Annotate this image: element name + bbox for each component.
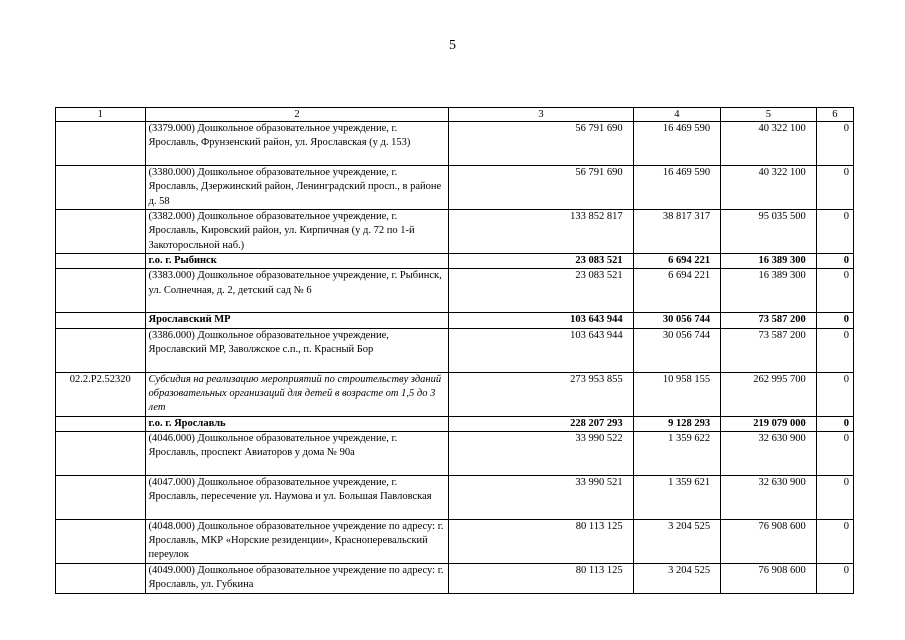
code-cell (56, 475, 146, 519)
value-cell: 80 113 125 (449, 519, 633, 563)
value-cell: 0 (816, 431, 853, 475)
code-cell (56, 431, 146, 475)
code-cell (56, 210, 146, 254)
value-cell: 9 128 293 (633, 416, 721, 431)
header-row (56, 108, 854, 122)
value-cell: 0 (816, 122, 853, 166)
name-cell: (3380.000) Дошкольное образовательное учреждение, г. Ярославль, Дзержинский район, Ленинградский просп., в районе д. 58 (145, 166, 449, 210)
value-cell: 0 (816, 563, 853, 593)
value-cell: 228 207 293 (449, 416, 633, 431)
value-cell: 23 083 521 (449, 269, 633, 313)
table-row (56, 328, 854, 372)
name-cell: (3382.000) Дошкольное образовательное учреждение, г. Ярославль, Кировский район, ул. Кирпичная (у д. 72 по 1-й Закоторосльной наб.) (145, 210, 449, 254)
name-cell: (4048.000) Дошкольное образовательное учреждение по адресу: г. Ярославль, МКР «Норские резиденции», Красноперевальский переулок (145, 519, 449, 563)
value-cell: 40 322 100 (721, 166, 817, 210)
name-cell: г.о. г. Рыбинск (145, 254, 449, 269)
code-cell (56, 313, 146, 328)
value-cell: 0 (816, 166, 853, 210)
value-cell: 3 204 525 (633, 563, 721, 593)
name-cell: (3383.000) Дошкольное образовательное учреждение, г. Рыбинск, ул. Солнечная, д. 2, детский сад № 6 (145, 269, 449, 313)
code-cell (56, 122, 146, 166)
value-cell: 56 791 690 (449, 166, 633, 210)
name-cell: (3379.000) Дошкольное образовательное учреждение, г. Ярославль, Фрунзенский район, ул. Ярославская (у д. 153) (145, 122, 449, 166)
value-cell: 76 908 600 (721, 519, 817, 563)
value-cell: 32 630 900 (721, 431, 817, 475)
name-cell: Субсидия на реализацию мероприятий по строительству зданий образовательных организаций для детей в возрасте от 1,5 до 3 лет (145, 372, 449, 416)
header-cell: 6 (816, 108, 853, 122)
header-cell: 4 (633, 108, 721, 122)
value-cell: 16 389 300 (721, 254, 817, 269)
table-row-subtotal (56, 416, 854, 431)
value-cell: 133 852 817 (449, 210, 633, 254)
value-cell: 1 359 621 (633, 475, 721, 519)
value-cell: 0 (816, 519, 853, 563)
table-row (56, 431, 854, 475)
value-cell: 16 469 590 (633, 166, 721, 210)
value-cell: 10 958 155 (633, 372, 721, 416)
table-row (56, 519, 854, 563)
value-cell: 33 990 522 (449, 431, 633, 475)
budget-table (55, 107, 854, 594)
code-cell (56, 416, 146, 431)
value-cell: 6 694 221 (633, 254, 721, 269)
value-cell: 40 322 100 (721, 122, 817, 166)
value-cell: 0 (816, 475, 853, 519)
header-cell: 5 (721, 108, 817, 122)
table-row-subtotal (56, 254, 854, 269)
value-cell: 95 035 500 (721, 210, 817, 254)
value-cell: 0 (816, 328, 853, 372)
header-cell: 1 (56, 108, 146, 122)
value-cell: 262 995 700 (721, 372, 817, 416)
header-cell: 2 (145, 108, 449, 122)
value-cell: 1 359 622 (633, 431, 721, 475)
page-number: 5 (449, 38, 456, 53)
table-row-subsidy (56, 372, 854, 416)
value-cell: 6 694 221 (633, 269, 721, 313)
value-cell: 32 630 900 (721, 475, 817, 519)
value-cell: 103 643 944 (449, 313, 633, 328)
value-cell: 56 791 690 (449, 122, 633, 166)
value-cell: 273 953 855 (449, 372, 633, 416)
value-cell: 73 587 200 (721, 313, 817, 328)
table-row (56, 122, 854, 166)
code-cell (56, 269, 146, 313)
value-cell: 3 204 525 (633, 519, 721, 563)
table-row (56, 210, 854, 254)
value-cell: 0 (816, 210, 853, 254)
name-cell: (4047.000) Дошкольное образовательное учреждение, г. Ярославль, пересечение ул. Наумова и ул. Большая Павловская (145, 475, 449, 519)
code-cell (56, 563, 146, 593)
value-cell: 0 (816, 254, 853, 269)
value-cell: 76 908 600 (721, 563, 817, 593)
value-cell: 16 469 590 (633, 122, 721, 166)
name-cell: (3386.000) Дошкольное образовательное учреждение, Ярославский МР, Заволжское с.п., п. Красный Бор (145, 328, 449, 372)
value-cell: 30 056 744 (633, 328, 721, 372)
value-cell: 73 587 200 (721, 328, 817, 372)
value-cell: 0 (816, 313, 853, 328)
value-cell: 219 079 000 (721, 416, 817, 431)
code-cell (56, 254, 146, 269)
header-cell: 3 (449, 108, 633, 122)
code-cell (56, 519, 146, 563)
value-cell: 80 113 125 (449, 563, 633, 593)
value-cell: 30 056 744 (633, 313, 721, 328)
code-cell (56, 328, 146, 372)
value-cell: 16 389 300 (721, 269, 817, 313)
table-row (56, 166, 854, 210)
table-row-subtotal (56, 313, 854, 328)
table-row (56, 269, 854, 313)
value-cell: 0 (816, 372, 853, 416)
table-row (56, 563, 854, 593)
value-cell: 0 (816, 416, 853, 431)
code-cell (56, 166, 146, 210)
code-cell: 02.2.P2.52320 (56, 372, 146, 416)
value-cell: 0 (816, 269, 853, 313)
name-cell: г.о. г. Ярославль (145, 416, 449, 431)
value-cell: 38 817 317 (633, 210, 721, 254)
name-cell: (4049.000) Дошкольное образовательное учреждение по адресу: г. Ярославль, ул. Губкина (145, 563, 449, 593)
value-cell: 103 643 944 (449, 328, 633, 372)
name-cell: Ярославский МР (145, 313, 449, 328)
value-cell: 33 990 521 (449, 475, 633, 519)
value-cell: 23 083 521 (449, 254, 633, 269)
name-cell: (4046.000) Дошкольное образовательное учреждение, г. Ярославль, проспект Авиаторов у дома № 90а (145, 431, 449, 475)
table-row (56, 475, 854, 519)
